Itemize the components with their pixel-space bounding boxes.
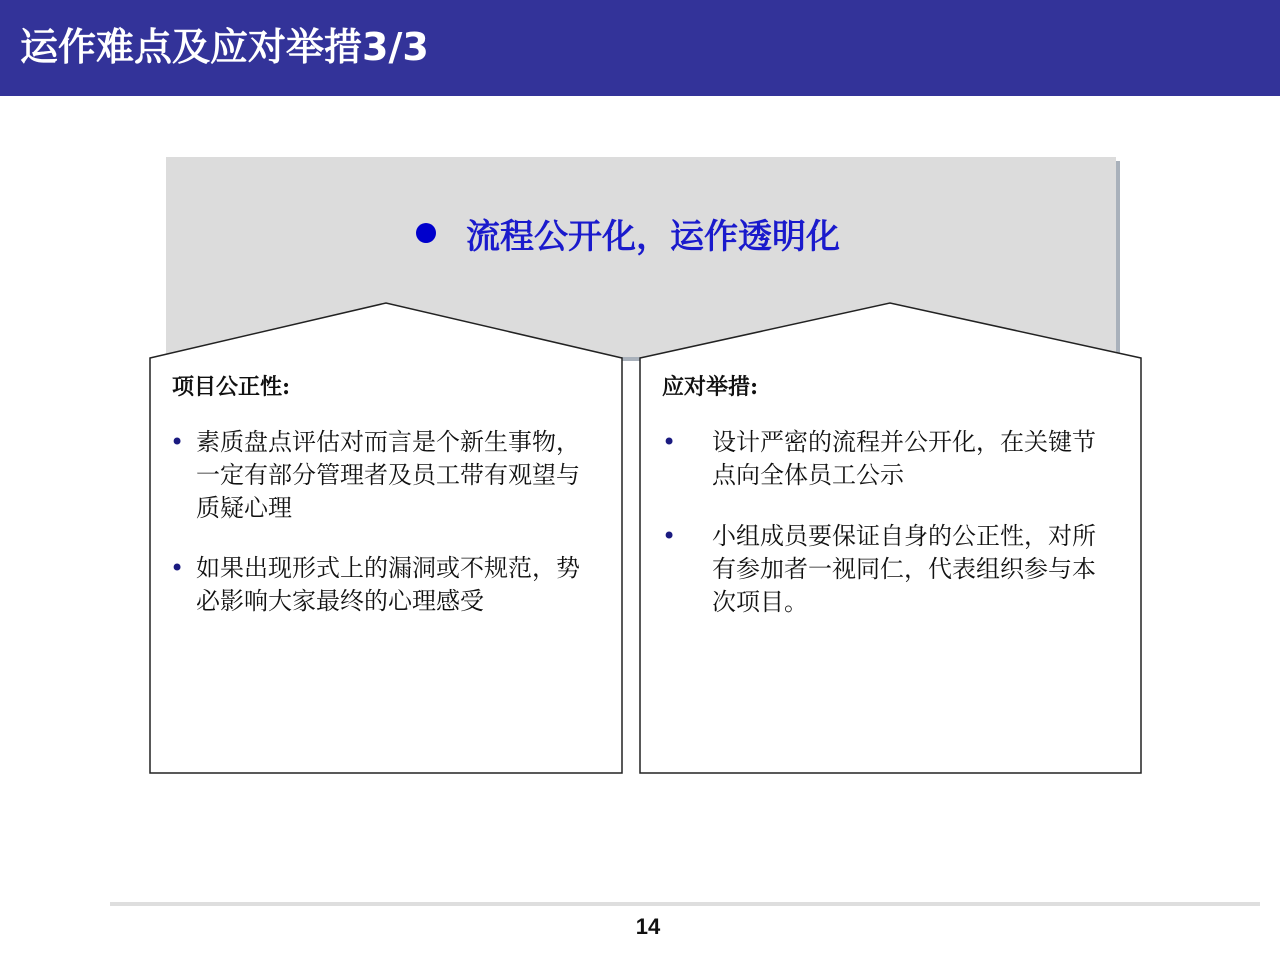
left-panel-heading: 项目公正性: xyxy=(172,374,291,400)
footer-divider xyxy=(110,902,1260,906)
bullet-icon: • xyxy=(662,428,677,456)
bullet-icon: • xyxy=(662,522,677,550)
right-panel-heading: 应对举措: xyxy=(662,374,759,400)
bullet-icon: • xyxy=(170,428,185,456)
left-bullet-1: 素质盘点评估对而言是个新生事物，一定有部分管理者及员工带有观望与质疑心理 xyxy=(196,428,580,522)
left-bullet-2: 如果出现形式上的漏洞或不规范，势必影响大家最终的心理感受 xyxy=(196,554,580,615)
right-bullet-2: 小组成员要保证自身的公正性，对所有参加者一视同仁，代表组织参与本次项目。 xyxy=(712,522,1096,616)
right-bullet-1: 设计严密的流程并公开化，在关键节点向全体员工公示 xyxy=(712,428,1096,489)
bullet-icon: • xyxy=(170,554,185,582)
slide-title: 运作难点及应对举措3/3 xyxy=(20,25,429,69)
page-number: 14 xyxy=(635,914,661,939)
headline-text: 流程公开化，运作透明化 xyxy=(466,216,840,257)
